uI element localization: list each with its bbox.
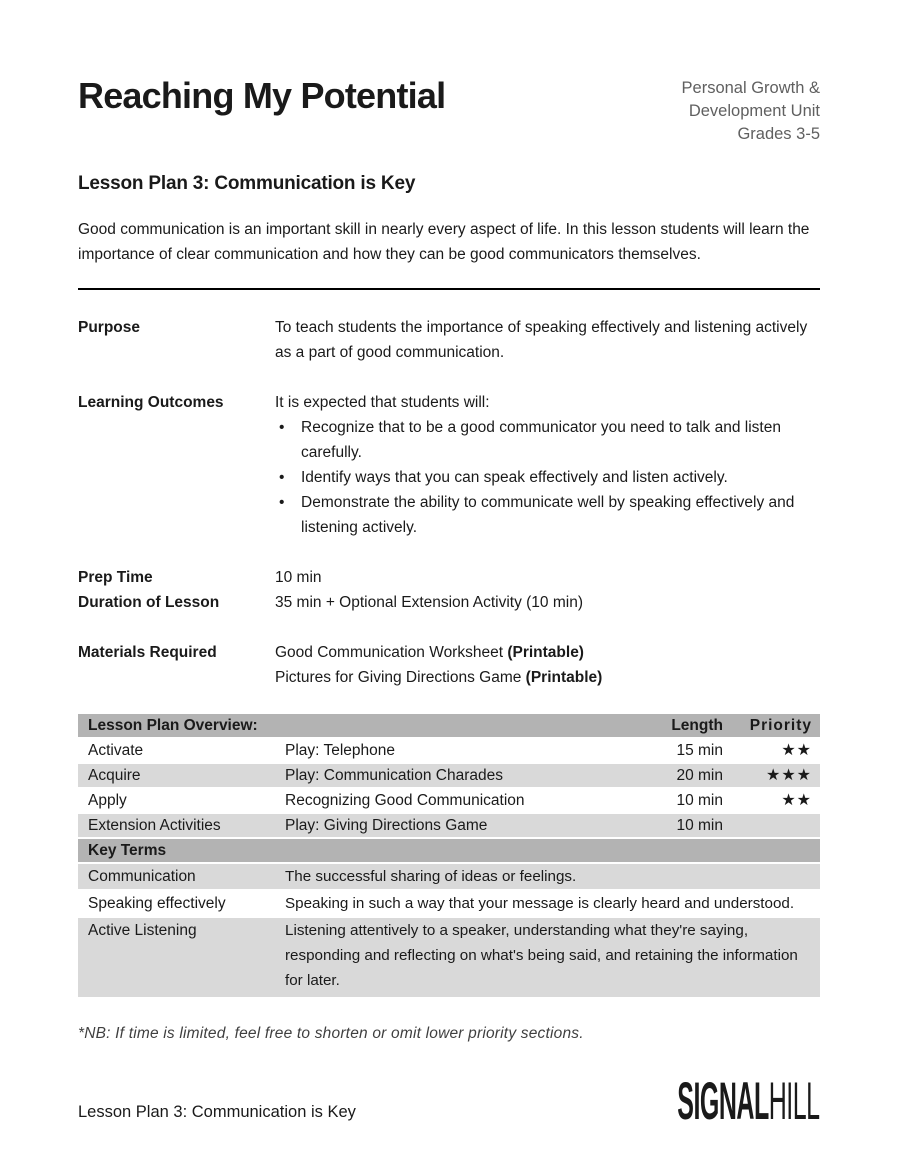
term-cell: Communication [88, 868, 196, 885]
priority-stars: ★★★ [765, 767, 812, 784]
page-header [78, 74, 820, 146]
outcomes-list [275, 415, 820, 540]
definition-cell: Listening attentively to a speaker, understanding what they're saying, responding and reflecting on what's being said, and retaining the information for later. [285, 922, 798, 989]
phase-cell: Apply [88, 792, 127, 809]
materials-row [78, 640, 820, 690]
nb-note: *NB: If time is limited, feel free to shorten or omit lower priority sections. [78, 1025, 584, 1042]
overview-header-row [78, 714, 820, 739]
learning-outcomes-value [275, 390, 820, 540]
length-cell: 15 min [676, 742, 723, 759]
key-term-row-listening [78, 918, 820, 999]
purpose-row [78, 315, 820, 365]
priority-stars: ★★ [781, 742, 812, 759]
unit-label [682, 77, 820, 146]
prep-time-value: 10 min [275, 569, 322, 586]
outcome-bullet: • Recognize that to be a good communicator you need to talk and listen carefully. [275, 415, 820, 465]
overview-title: Lesson Plan Overview: [88, 717, 258, 734]
material-name: Good Communication Worksheet [275, 644, 508, 661]
key-term-row-communication [78, 864, 820, 891]
page-title: Reaching My Potential [78, 75, 446, 116]
unit-line-2: Development Unit [688, 102, 820, 120]
duration-row [78, 590, 820, 615]
outcomes-intro: It is expected that students will: [275, 394, 490, 411]
key-terms-header-row [78, 839, 820, 864]
intro-paragraph: Good communication is an important skill in nearly every aspect of life. In this lesson students will learn the importance of clear communication and how they can be good communicators themselves. [78, 221, 810, 263]
key-term-row-speaking [78, 891, 820, 918]
prep-time-label: Prep Time [78, 569, 153, 586]
outcome-bullet: • Identify ways that you can speak effectively and listen actively. [275, 465, 820, 490]
material-name: Pictures for Giving Directions Game [275, 669, 526, 686]
phase-cell: Acquire [88, 767, 141, 784]
materials-label: Materials Required [78, 644, 217, 661]
phase-cell: Activate [88, 742, 144, 759]
footer-title: Lesson Plan 3: Communication is Key [78, 1103, 356, 1121]
table-row-apply [78, 789, 820, 814]
duration-label: Duration of Lesson [78, 594, 220, 611]
purpose-label: Purpose [78, 319, 141, 336]
length-cell: 10 min [676, 792, 723, 809]
phase-cell: Extension Activities [88, 817, 221, 834]
activity-cell: Play: Communication Charades [285, 767, 503, 784]
materials-item [275, 665, 820, 690]
table-row-extension [78, 814, 820, 839]
col-header-priority: Priority [749, 717, 812, 734]
length-cell: 20 min [676, 767, 723, 784]
term-cell: Speaking effectively [88, 895, 226, 912]
outcome-bullet: • Demonstrate the ability to communicate well by speaking effectively and listening actively. [275, 490, 820, 540]
purpose-value: To teach students the importance of speaking effectively and listening actively as a part of good communication. [275, 319, 808, 361]
priority-stars: ★★ [781, 792, 812, 809]
lesson-overview-table [78, 714, 820, 999]
page-footer [78, 1071, 820, 1131]
logo-hill: HILL [769, 1071, 820, 1131]
activity-cell: Play: Giving Directions Game [285, 817, 488, 834]
materials-value [275, 640, 820, 690]
definition-cell: Speaking in such a way that your message is clearly heard and understood. [285, 895, 795, 912]
table-row-activate [78, 739, 820, 764]
definition-cell: The successful sharing of ideas or feelings. [285, 868, 577, 885]
key-terms-title: Key Terms [88, 842, 167, 859]
col-header-length: Length [671, 717, 723, 734]
table-row-acquire [78, 764, 820, 789]
learning-outcomes-row [78, 390, 820, 540]
logo-signal: SIGNAL [677, 1071, 770, 1131]
materials-item [275, 640, 820, 665]
printable-tag: (Printable) [525, 669, 603, 686]
info-section [78, 315, 820, 690]
lesson-subtitle: Lesson Plan 3: Communication is Key [78, 173, 416, 194]
duration-value: 35 min + Optional Extension Activity (10 min) [275, 594, 583, 611]
activity-cell: Recognizing Good Communication [285, 792, 525, 809]
length-cell: 10 min [676, 817, 723, 834]
section-divider [78, 288, 820, 290]
signalhill-logo [677, 1071, 820, 1131]
learning-outcomes-label: Learning Outcomes [78, 394, 224, 411]
prep-time-row [78, 565, 820, 590]
activity-cell: Play: Telephone [285, 742, 396, 759]
term-cell: Active Listening [88, 922, 197, 939]
unit-grades: Grades 3-5 [737, 125, 820, 143]
unit-line-1: Personal Growth & [681, 79, 820, 97]
printable-tag: (Printable) [507, 644, 584, 661]
